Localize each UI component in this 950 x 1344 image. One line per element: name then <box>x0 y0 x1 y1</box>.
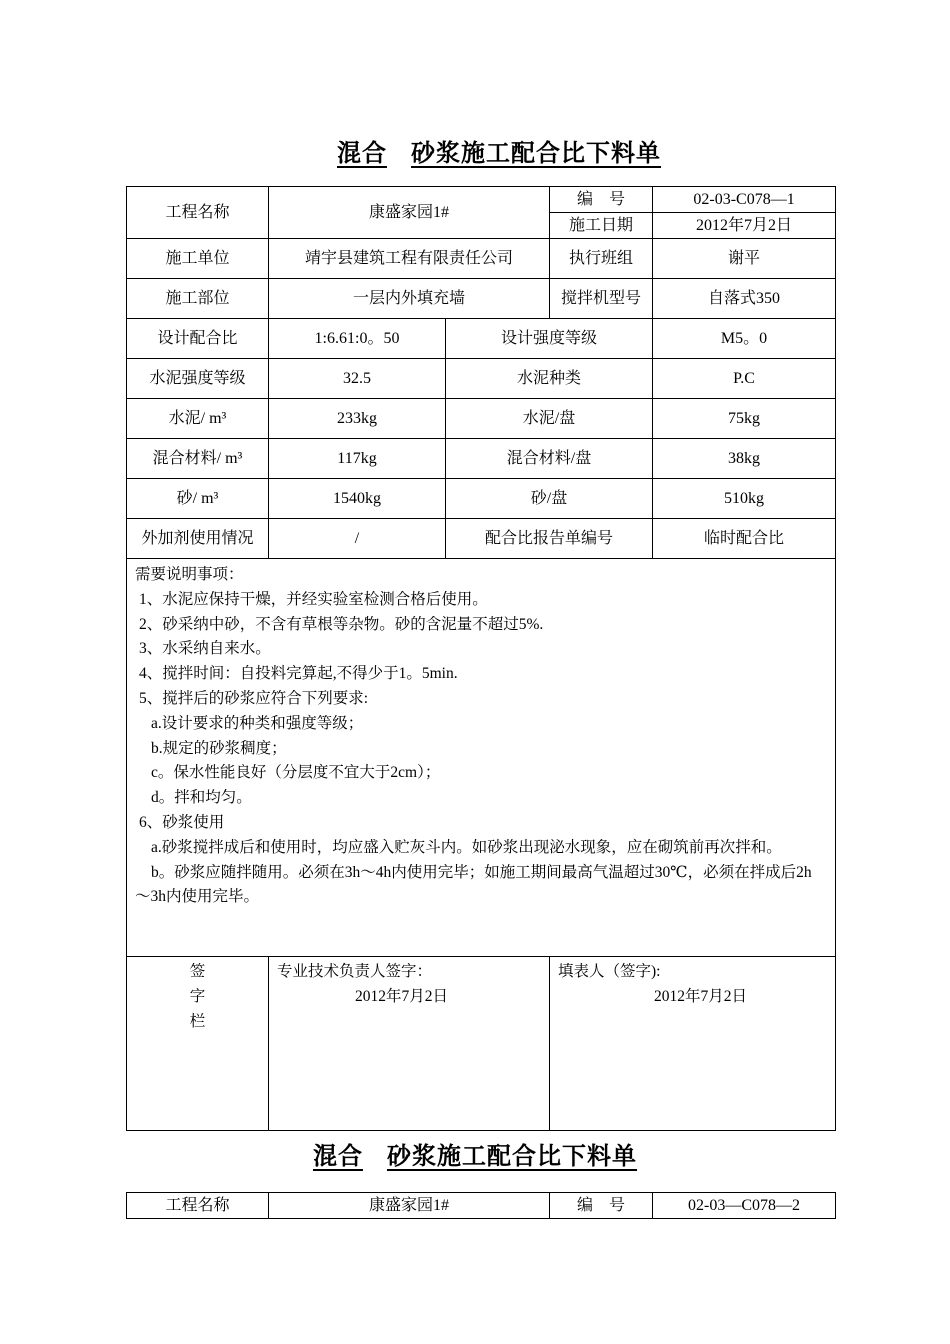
note-item: 4、搅拌时间：自投料完算起,不得少于1。5min. <box>139 665 458 683</box>
cement-batch-label: 水泥/盘 <box>446 399 653 439</box>
cement-m3-value: 233kg <box>269 399 446 439</box>
note-item: 6、砂浆使用 <box>139 813 225 831</box>
part-label: 施工部位 <box>127 279 269 319</box>
mixer-value: 自落式350 <box>653 279 836 319</box>
signature-column-label: 签 字 栏 <box>127 957 269 1131</box>
cement-batch-value: 75kg <box>653 399 836 439</box>
note-subitem: d。拌和均匀。 <box>151 789 252 807</box>
mix-m3-value: 117kg <box>269 439 446 479</box>
tech-signature-date: 2012年7月2日 <box>355 988 449 1005</box>
tech-signature-cell <box>269 957 550 1131</box>
part-value: 一层内外填充墙 <box>269 279 550 319</box>
cement-grade-label: 水泥强度等级 <box>127 359 269 399</box>
mix-ratio-form-table <box>126 186 836 1131</box>
mix-m3-label: 混合材料/ m³ <box>127 439 269 479</box>
cement-type-value: P.C <box>653 359 836 399</box>
number-value: 02-03-C078—1 <box>653 187 836 213</box>
project-name-value: 康盛家园1# <box>269 1193 550 1219</box>
number-label: 编 号 <box>550 1193 653 1219</box>
form-title-2: 混合 砂浆施工配合比下料单 <box>313 1142 637 1170</box>
grade-value: M5。0 <box>653 319 836 359</box>
mixer-label: 搅拌机型号 <box>550 279 653 319</box>
ratio-label: 设计配合比 <box>127 319 269 359</box>
ratio-value: 1:6.61:0。50 <box>269 319 446 359</box>
project-name-value: 康盛家园1# <box>269 187 550 239</box>
filler-signature-date: 2012年7月2日 <box>654 988 748 1005</box>
note-item: 2、砂采纳中砂，不含有草根等杂物。砂的含泥量不超过5%. <box>139 615 544 633</box>
mix-ratio-form-table-2 <box>126 1192 836 1219</box>
number-label: 编 号 <box>550 187 653 213</box>
grade-label: 设计强度等级 <box>446 319 653 359</box>
form-title: 混合 砂浆施工配合比下料单 <box>337 139 661 167</box>
project-name-label: 工程名称 <box>127 187 269 239</box>
note-item: 3、水采纳自来水。 <box>139 640 271 658</box>
sand-m3-value: 1540kg <box>269 479 446 519</box>
note-subitem: a.设计要求的种类和强度等级； <box>151 714 364 732</box>
report-label: 配合比报告单编号 <box>446 519 653 559</box>
note-item: 5、搅拌后的砂浆应符合下列要求: <box>139 689 369 707</box>
date-value: 2012年7月2日 <box>653 213 836 239</box>
unit-label: 施工单位 <box>127 239 269 279</box>
mix-batch-value: 38kg <box>653 439 836 479</box>
additive-label: 外加剂使用情况 <box>127 519 269 559</box>
unit-value: 靖宇县建筑工程有限责任公司 <box>269 239 550 279</box>
additive-value: / <box>269 519 446 559</box>
team-value: 谢平 <box>653 239 836 279</box>
sand-batch-value: 510kg <box>653 479 836 519</box>
cement-type-label: 水泥种类 <box>446 359 653 399</box>
cement-grade-value: 32.5 <box>269 359 446 399</box>
note-subitem: c。保水性能良好（分层度不宜大于2cm）； <box>151 764 441 782</box>
date-label: 施工日期 <box>550 213 653 239</box>
tech-signature-label: 专业技术负责人签字： <box>277 963 433 980</box>
notes-heading: 需要说明事项： <box>135 566 244 583</box>
note-subitem: b.规定的砂浆稠度； <box>151 739 287 757</box>
filler-signature-cell <box>550 957 836 1131</box>
project-name-label: 工程名称 <box>127 1193 269 1219</box>
notes-section <box>127 559 836 957</box>
note-paragraph: a.砂浆搅拌成后和使用时，均应盛入贮灰斗内。如砂浆出现泌水现象，应在砌筑前再次拌和。 <box>151 838 782 856</box>
report-value: 临时配合比 <box>653 519 836 559</box>
team-label: 执行班组 <box>550 239 653 279</box>
number-value: 02-03—C078—2 <box>653 1193 836 1219</box>
note-paragraph: b。砂浆应随拌随用。必须在3h～4h内使用完毕；如施工期间最高气温超过30℃，必须在拌成后2h～3h内使用完毕。 <box>135 863 812 906</box>
note-item: 1、水泥应保持干燥，并经实验室检测合格后使用。 <box>139 590 488 608</box>
sand-batch-label: 砂/盘 <box>446 479 653 519</box>
filler-signature-label: 填表人（签字): <box>558 963 661 980</box>
sand-m3-label: 砂/ m³ <box>127 479 269 519</box>
cement-m3-label: 水泥/ m³ <box>127 399 269 439</box>
mix-batch-label: 混合材料/盘 <box>446 439 653 479</box>
